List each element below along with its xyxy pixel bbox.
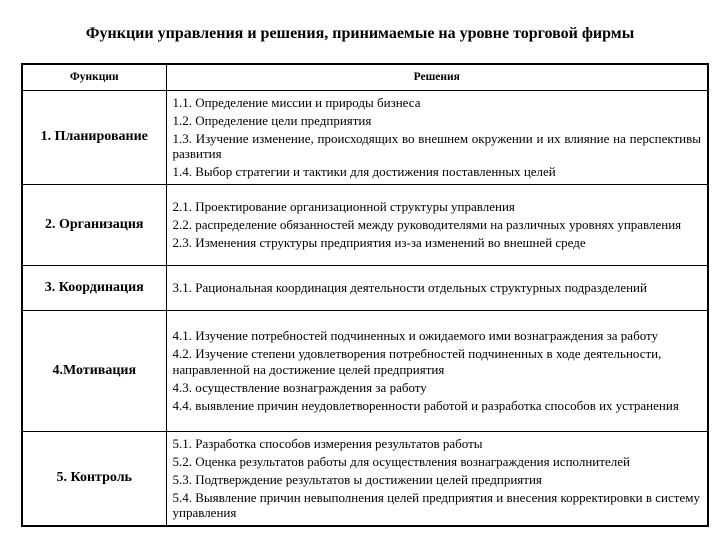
functions-decisions-table <box>21 63 709 527</box>
function-cell-coordination: 3. Координация <box>22 265 166 310</box>
decision-item: 2.2. распределение обязанностей между руководителями на различных уровнях управления <box>172 216 682 232</box>
decision-item: 2.3. Изменения структуры предприятия из-за изменений во внешней среде <box>172 234 586 250</box>
decision-item: 4.2. Изучение степени удовлетворения потребностей подчиненных в ходе деятельности, направленной на достижение целей предприятия <box>172 346 662 377</box>
table-row-coordination <box>22 265 708 310</box>
table-row-motivation <box>22 310 708 431</box>
decisions-cell-organization <box>166 184 708 265</box>
function-cell-control: 5. Контроль <box>22 431 166 526</box>
function-cell-planning: 1. Планирование <box>22 90 166 184</box>
decision-item: 2.1. Проектирование организационной структуры управления <box>172 198 515 214</box>
decision-item: 3.1. Рациональная координация деятельности отдельных структурных подразделений <box>172 279 647 295</box>
decision-item: 4.4. выявление причин неудовлетворенности работой и разработка способов их устранения <box>172 397 679 413</box>
decision-item: 1.4. Выбор стратегии и тактики для достижения поставленных целей <box>172 164 556 179</box>
page-title: Функции управления и решения, принимаемые на уровне торговой фирмы <box>85 25 635 42</box>
table-row-control <box>22 431 708 526</box>
decision-item: 5.2. Оценка результатов работы для осуществления вознаграждения исполнителей <box>172 453 630 469</box>
table-row-planning <box>22 90 708 184</box>
decisions-cell-motivation <box>166 310 708 431</box>
function-cell-motivation: 4.Мотивация <box>22 310 166 431</box>
decision-item: 5.4. Выявление причин невыполнения целей предприятия и внесения корректировки в систему управления <box>172 489 700 521</box>
decision-item: 4.3. осуществление вознаграждения за работу <box>172 379 427 395</box>
decision-item: 5.1. Разработка способов измерения результатов работы <box>172 435 483 451</box>
decision-item: 1.2. Определение цели предприятия <box>172 112 372 128</box>
table-row-organization <box>22 184 708 265</box>
decision-item: 4.1. Изучение потребностей подчиненных и ожидаемого ими вознаграждения за работу <box>172 328 659 343</box>
table-header-row <box>22 64 708 90</box>
decisions-cell-coordination <box>166 265 708 310</box>
column-header-functions: Функции <box>22 64 166 90</box>
decisions-cell-planning <box>166 90 708 184</box>
decision-item: 1.1. Определение миссии и природы бизнеса <box>172 94 421 110</box>
column-header-decisions: Решения <box>166 64 708 90</box>
function-cell-organization: 2. Организация <box>22 184 166 265</box>
decision-item: 1.3. Изучение изменение, происходящих во внешнем окружении и их влияние на перспективы развития <box>172 130 701 161</box>
decisions-cell-control <box>166 431 708 526</box>
decision-item: 5.3. Подтверждение результатов ы достижении целей предприятия <box>172 471 542 487</box>
